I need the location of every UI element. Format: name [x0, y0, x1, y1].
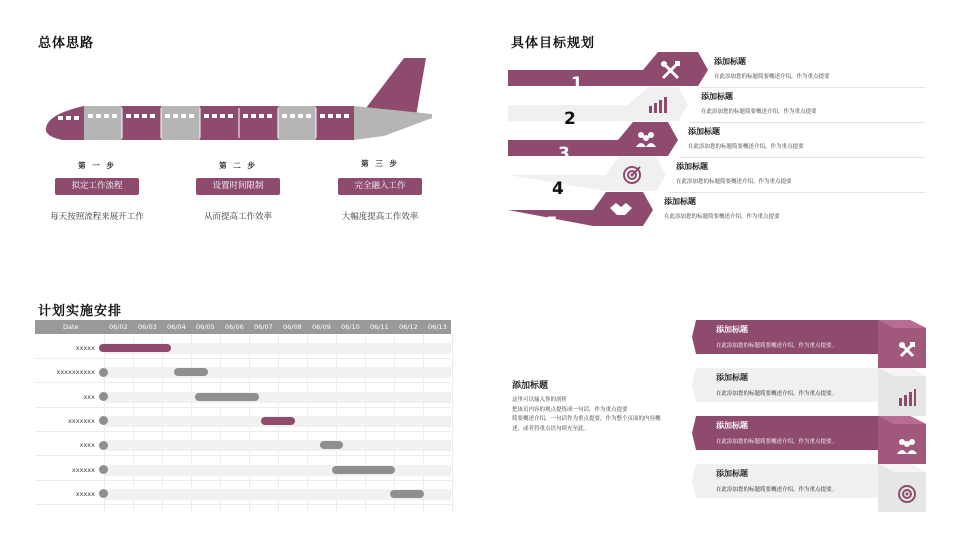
gantt-date-8: 06/09 — [312, 323, 331, 331]
gantt-row-divider — [35, 358, 451, 359]
airplane-nose — [46, 106, 84, 140]
gantt-date-5: 06/06 — [225, 323, 244, 331]
growth-chart-icon — [647, 96, 669, 114]
goal-title-1: 添加标题 — [714, 57, 746, 66]
gantt-date-11: 06/12 — [399, 323, 418, 331]
gantt-row-divider — [35, 455, 451, 456]
section4-body — [512, 396, 661, 434]
gantt-track — [104, 440, 451, 451]
gantt-row-divider — [35, 431, 451, 432]
gantt-task-dot — [99, 368, 108, 377]
section1-title: 总体思路 — [38, 36, 95, 51]
section4-body-line-3: 简要概述介绍，一句话作为重点提要，作为整个页面的内容概 — [512, 416, 661, 422]
goal-title-2: 添加标题 — [701, 92, 733, 101]
tools-icon — [660, 60, 682, 80]
gantt-body — [35, 334, 451, 514]
card-desc-2: 在此添加您的标题简要概述介绍，作为重点提要。 — [716, 391, 838, 397]
gantt-task-bar[interactable] — [174, 368, 209, 376]
gantt-task-bar[interactable] — [195, 393, 259, 401]
gantt-task-label: xxxxx — [75, 344, 95, 352]
gantt-date-2: 06/03 — [138, 323, 157, 331]
target-icon — [622, 165, 642, 185]
airplane-rear — [354, 106, 432, 140]
section4-title: 添加标题 — [512, 381, 549, 391]
goal-number-4: 4 — [552, 179, 564, 199]
gantt-date-7: 06/08 — [283, 323, 302, 331]
gantt-row-divider — [35, 382, 451, 383]
step-desc-2: 从而提高工作效率 — [203, 212, 272, 222]
gantt-task-bar[interactable] — [261, 417, 296, 425]
step-desc-1: 每天按照流程来展开工作 — [50, 212, 144, 222]
gantt-row-divider — [35, 407, 451, 408]
goal-desc-1: 在此添加您的标题简要概述介绍，作为重点提要 — [714, 74, 830, 80]
goal-desc-3: 在此添加您的标题简要概述介绍，作为重点提要 — [688, 144, 804, 150]
step-label-1: 第 一 步 — [78, 161, 116, 170]
gantt-task-label: xxxxx — [75, 489, 95, 498]
gantt-task-bar[interactable] — [390, 490, 425, 498]
section4-body-line-4: 述，或者将重点语句填充至此。 — [512, 425, 590, 432]
airplane-tail — [360, 58, 426, 116]
card-desc-1: 在此添加您的标题简要概述介绍，作为重点提要。 — [716, 343, 838, 349]
goal-desc-2: 在此添加您的标题简要概述介绍，作为重点提要 — [701, 109, 817, 115]
goal-title-4: 添加标题 — [676, 162, 708, 171]
gantt-row-divider — [35, 504, 451, 505]
section4-body-line-1: 这里可以输入你的剖析 — [512, 397, 568, 403]
gantt-track — [104, 367, 451, 378]
gantt-task-dot — [99, 465, 108, 474]
gantt-task-label: xxxxxxx — [68, 416, 95, 425]
step-button-3[interactable]: 完全融入工作 — [338, 178, 422, 195]
goal-number-5: 5 — [546, 214, 558, 234]
goal-number-1: 1 — [571, 74, 583, 94]
step-label-3: 第 三 步 — [361, 159, 399, 168]
gantt-task-dot — [99, 441, 108, 450]
airplane-illustration — [44, 56, 436, 146]
gantt-task-bar[interactable] — [99, 344, 171, 352]
step-button-1[interactable]: 拟定工作流程 — [55, 178, 139, 195]
gantt-task-label: xxxx — [79, 441, 95, 450]
goal-title-3: 添加标题 — [688, 127, 720, 136]
gantt-task-label: xxxxxxxxxx — [56, 368, 95, 377]
goal-title-5: 添加标题 — [664, 197, 696, 206]
goal-number-3: 3 — [558, 144, 570, 164]
gantt-task-label: xxx — [83, 392, 95, 401]
section4-body-line-2: 把该页内容的观点提炼成一句话，作为重点提要 — [512, 406, 628, 413]
gantt-row-divider — [35, 480, 451, 481]
gantt-date-6: 06/07 — [254, 323, 273, 331]
section3-title: 计划实施安排 — [38, 304, 123, 319]
gantt-track — [104, 465, 451, 476]
step-desc-3: 大幅度提高工作效率 — [341, 212, 419, 222]
gantt-task-label: xxxxxx — [71, 465, 95, 474]
card-title-1: 添加标题 — [716, 325, 748, 334]
goal-desc-5: 在此添加您的标题简要概述介绍，作为重点提要 — [664, 214, 780, 220]
step-button-2[interactable]: 设置时间限制 — [196, 178, 280, 195]
goal-desc-4: 在此添加您的标题简要概述介绍，作为重点提要 — [676, 179, 792, 185]
card-desc-4: 在此添加您的标题简要概述介绍，作为重点提要。 — [716, 487, 838, 493]
team-icon — [635, 130, 657, 148]
gantt-header-date-label: Date — [63, 323, 79, 331]
section2-title: 具体目标规划 — [511, 36, 596, 51]
gantt-date-1: 06/02 — [109, 323, 128, 331]
gantt-date-4: 06/05 — [196, 323, 215, 331]
gantt-date-10: 06/11 — [370, 323, 389, 331]
gantt-date-12: 06/13 — [428, 323, 447, 331]
card-title-4: 添加标题 — [716, 469, 748, 478]
gantt-date-9: 06/10 — [341, 323, 360, 331]
gantt-task-bar[interactable] — [320, 441, 343, 449]
goal-number-2: 2 — [564, 109, 576, 129]
gantt-gridline — [452, 334, 453, 512]
gantt-date-3: 06/04 — [167, 323, 186, 331]
step-label-2: 第 二 步 — [219, 161, 257, 170]
gantt-task-bar[interactable] — [332, 466, 396, 474]
gantt-track — [104, 392, 451, 403]
card-desc-3: 在此添加您的标题简要概述介绍，作为重点提要。 — [716, 439, 838, 445]
handshake-icon — [609, 200, 633, 218]
card-title-3: 添加标题 — [716, 421, 748, 430]
card-title-2: 添加标题 — [716, 373, 748, 382]
